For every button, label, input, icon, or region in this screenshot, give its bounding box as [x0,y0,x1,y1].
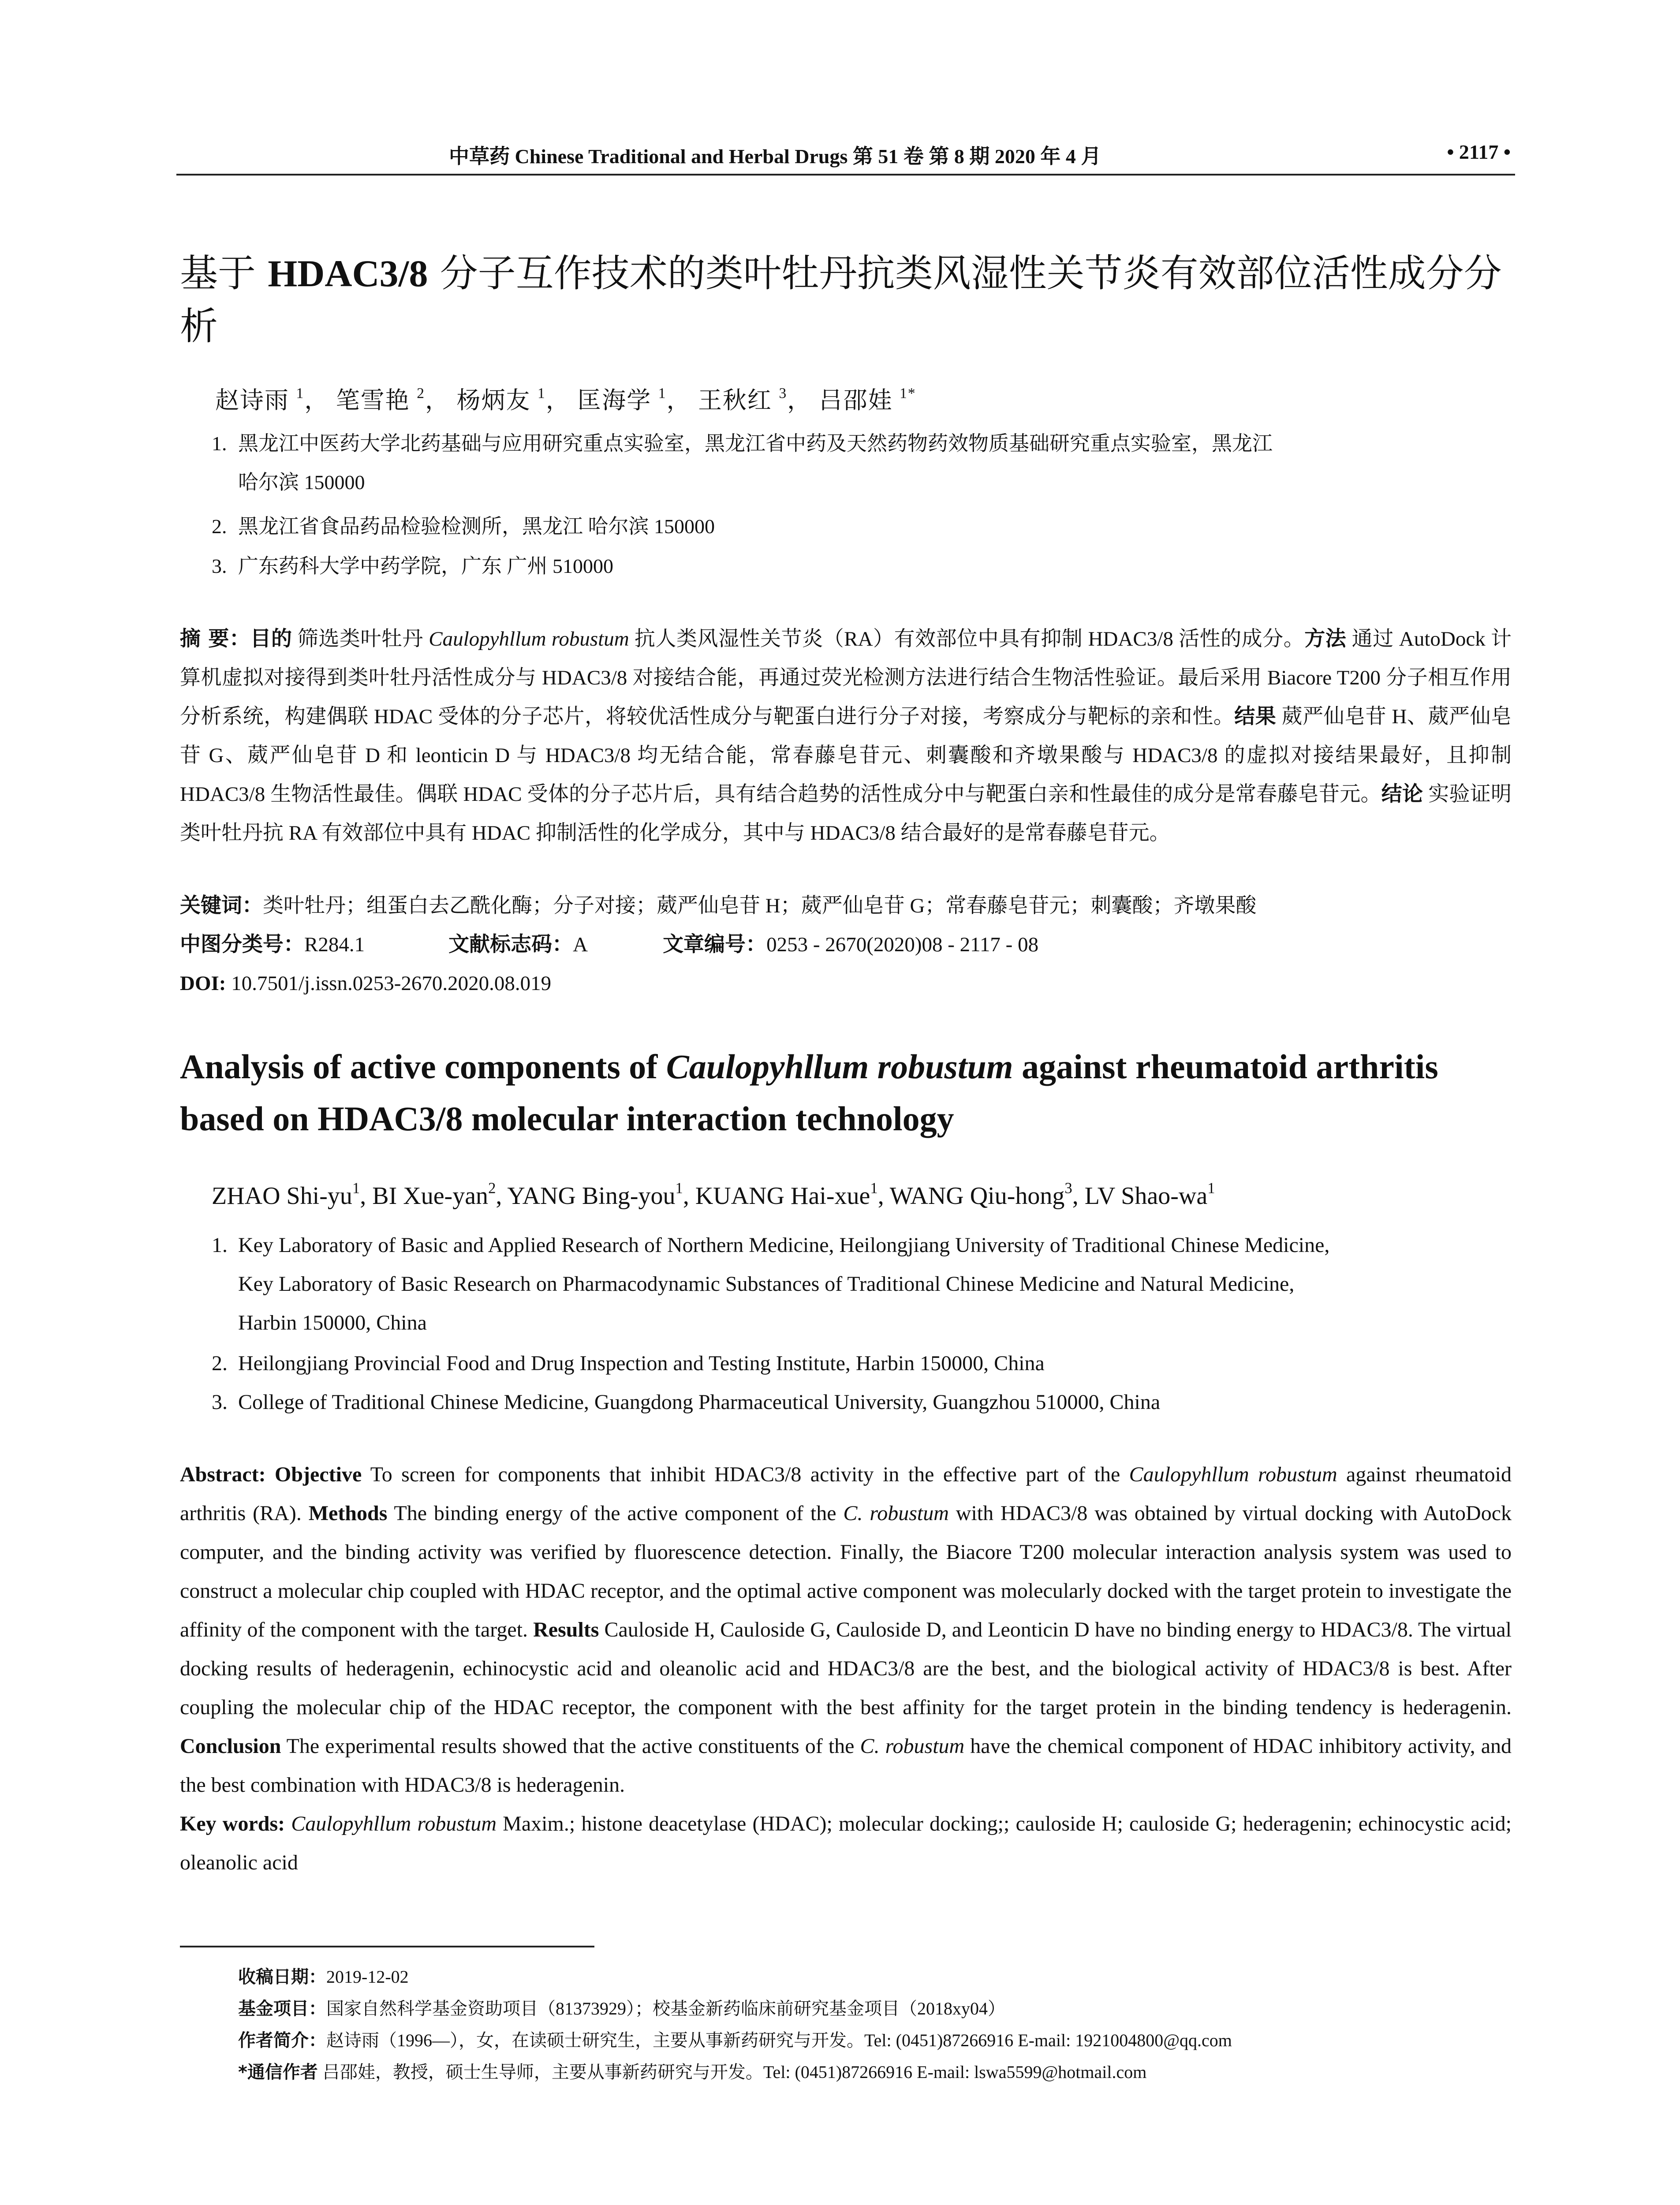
english-keywords: Key words: Caulopyhllum robustum Maxim.; histone deacetylase (HDAC); molecular docking;; cauloside H; cauloside G; hederagenin; echinocystic acid; oleanolic acid [180,1812,1512,1874]
methods-label: Methods [308,1502,388,1525]
journal-info: 中草药 Chinese Traditional and Herbal Drugs 第 51 卷 第 8 期 2020 年 4 月 [449,145,1101,168]
english-abstract: Abstract: Objective To screen for components that inhibit HDAC3/8 activity in the effective part of the Caulopyhllum robustum against rheumatoid arthritis (RA). Methods The binding energy of the active component of the C. robustum with HDAC3/8 was obtained by virtual docking with AutoDock computer, and the binding activity was verified by fluorescence detection. Finally, the Biacore T200 molecular interaction analysis system was used to construct a molecular chip coupled with HDAC receptor, and the optimal active component was molecularly docked with the target protein to investigate the affinity of the component with the target. Results Cauloside H, Cauloside G, Cauloside D, and Leonticin D have no binding energy to HDAC3/8. The virtual docking results of hederagenin, echinocystic acid and oleanolic acid and HDAC3/8 are the best, and the biological activity of HDAC3/8 is best. After coupling the molecular chip of the HDAC receptor, the component with the best affinity for the target protein in the binding tendency is hederagenin. Conclusion The experimental results showed that the active constituents of the C. robustum have the chemical component of HDAC inhibitory activity, and the best combination with HDAC3/8 is hederagenin. Key words: Caulopyhllum robustum Maxim.; histone deacetylase (HDAC); molecular docking;; cauloside H; cauloside G; hederagenin; echinocystic acid; oleanolic acid [180,1463,1512,1874]
abstract-label: 摘 要： [180,627,250,651]
author: KUANG Hai-xue$^1$ [695,1179,878,1210]
conclusion-label: Conclusion [180,1734,281,1758]
running-header [176,140,1515,176]
chinese-title [180,247,1512,353]
english-affiliation: 1. Key Laboratory of Basic and Applied Research of Northern Medicine, Heilongjiang University of Traditional Chinese Medicine, Key Laboratory of Basic Research on Pharmacodynamic Substances of Traditional Chinese Medicine and Natural Medicine, Harbin 150000, China [212,1233,1330,1334]
footnote-corresponding: *通信作者 吕邵娃，教授，硕士生导师，主要从事新药研究与开发。Tel: (0451)87266916 E-mail: lswa5599@hotmail.com [238,2062,1147,2082]
doi-line: DOI: 10.7501/j.issn.0253-2670.2020.08.019 [180,972,552,995]
methods-label: 方法 [1304,627,1347,651]
species-name: Caulopyhllum robustum [429,628,629,650]
objective-label: Objective [275,1463,362,1486]
english-authors: ZHAO Shi-$yu^1$, BI Xue-yan$^2$, YANG Bing-you$^1$, KUANG Hai-xue$^1$, WANG Qiu-hong$^3$, LV Shao-$wa^1$ [212,1179,1215,1210]
page-number: • 2117 • [1447,141,1511,163]
author: YANG Bing-you$^1$ [507,1179,683,1210]
results-label: Results [533,1618,599,1641]
chinese-affiliation: 2. 黑龙江省食品药品检验检测所，黑龙江 哈尔滨 150000 [212,515,715,538]
author: 笔雪艳 $^2$ [336,385,425,414]
author: ZHAO Shi-$yu^1$ [212,1179,360,1210]
title-rest: 分子互作技术的类叶牡丹抗类风湿性关节炎有效部位活性成分分析 [180,251,1502,348]
author: 匡海学 $^1$ [577,385,667,414]
author: 王秋红 $^3$ [698,385,788,414]
author: WANG Qiu-hong$^3$ [889,1179,1072,1210]
author: 杨炳友 $^1$ [456,385,546,414]
results-label: 结果 [1234,704,1277,729]
author: 赵诗雨 $^1$ [215,385,305,414]
author: LV Shao-$wa^1$ [1084,1179,1215,1210]
author: BI Xue-yan$^2$ [372,1179,496,1210]
chinese-authors: 赵诗雨 $^1$， 笔雪艳 $^2$， 杨炳友 $^1$， 匡海学 $^1$， 王秋红 $^3$， 吕邵娃 $^{1*}$ [215,385,916,414]
footnote-funding: 基金项目：国家自然科学基金资助项目（81373929）；校基金新药临床前研究基金项目（2018xy04） [238,1999,1005,2019]
english-title: Analysis of active components of Caulopyhllum robustum against rheumatoid arthritis based on HDAC3/8 molecular interaction technology [180,1047,1438,1138]
english-affiliation: 2. Heilongjiang Provincial Food and Drug Inspection and Testing Institute, Harbin 150000, China [212,1352,1045,1375]
header-rule [176,174,1515,176]
abstract-label: Abstract: [180,1463,266,1486]
footnote-author-bio: 作者简介：赵诗雨（1996—），女，在读硕士研究生，主要从事新药研究与开发。Tel: (0451)87266916 E-mail: 1921004800@qq.com [238,2030,1232,2051]
english-affiliation: 3. College of Traditional Chinese Medicine, Guangdong Pharmaceutical University, Guangzhou 510000, China [212,1390,1161,1414]
footnote-received: 收稿日期：2019-12-02 [238,1967,409,1987]
footnote-rule [180,1946,594,1947]
chinese-affiliation: 1. 黑龙江中医药大学北药基础与应用研究重点实验室，黑龙江省中药及天然药物药效物质基础研究重点实验室，黑龙江 哈尔滨 150000 [212,432,1273,493]
classification-line: 中图分类号：R284.1 文献标志码：A 文章编号：0253 - 2670(2020)08 - 2117 - 08 [180,932,1039,957]
title-prefix: 基于 [180,251,268,295]
doi-link[interactable]: 10.7501/j.issn.0253-2670.2020.08.019 [226,972,552,995]
title-bold-term: HDAC3/8 [268,252,428,295]
chinese-abstract: 摘 要：目的 筛选类叶牡丹 Caulopyhllum robustum 抗人类风湿性关节炎（RA）有效部位中具有抑制 HDAC3/8 活性的成分。方法 通过 AutoDock 计算机虚拟对接得到类叶牡丹活性成分与 HDAC3/8 对接结合能，再通过荧光检测方法进行结合生物活性验证。最后采用 Biacore T200 分子相互作用分析系统，构建偶联 HDAC 受体的分子芯片，将较优活性成分与靶蛋白进行分子对接，考察成分与靶标的亲和性。结果 葳严仙皂苷 H、葳严仙皂苷 G、葳严仙皂苷 D 和 leonticin D 与 HDAC3/8 均无结合能，常春藤皂苷元、刺囊酸和齐墩果酸与 HDAC3/8 的虚拟对接结果最好，且抑制 HDAC3/8 生物活性最佳。偶联 HDAC 受体的分子芯片后，具有结合趋势的活性成分中与靶蛋白亲和性最佳的成分是常春藤皂苷元。结论 实验证明类叶牡丹抗 RA 有效部位中具有 HDAC 抑制活性的化学成分，其中与 HDAC3/8 结合最好的是常春藤皂苷元。 [180,627,1512,845]
conclusion-label: 结论 [1381,782,1423,806]
author: 吕邵娃 $^{1*}$ [818,385,916,414]
objective-label: 目的 [250,627,292,651]
chinese-affiliation: 3. 广东药科大学中药学院，广东 广州 510000 [212,555,613,577]
chinese-keywords: 关键词：类叶牡丹；组蛋白去乙酰化酶；分子对接；葳严仙皂苷 H；葳严仙皂苷 G；常春藤皂苷元；刺囊酸；齐墩果酸 [180,893,1257,918]
